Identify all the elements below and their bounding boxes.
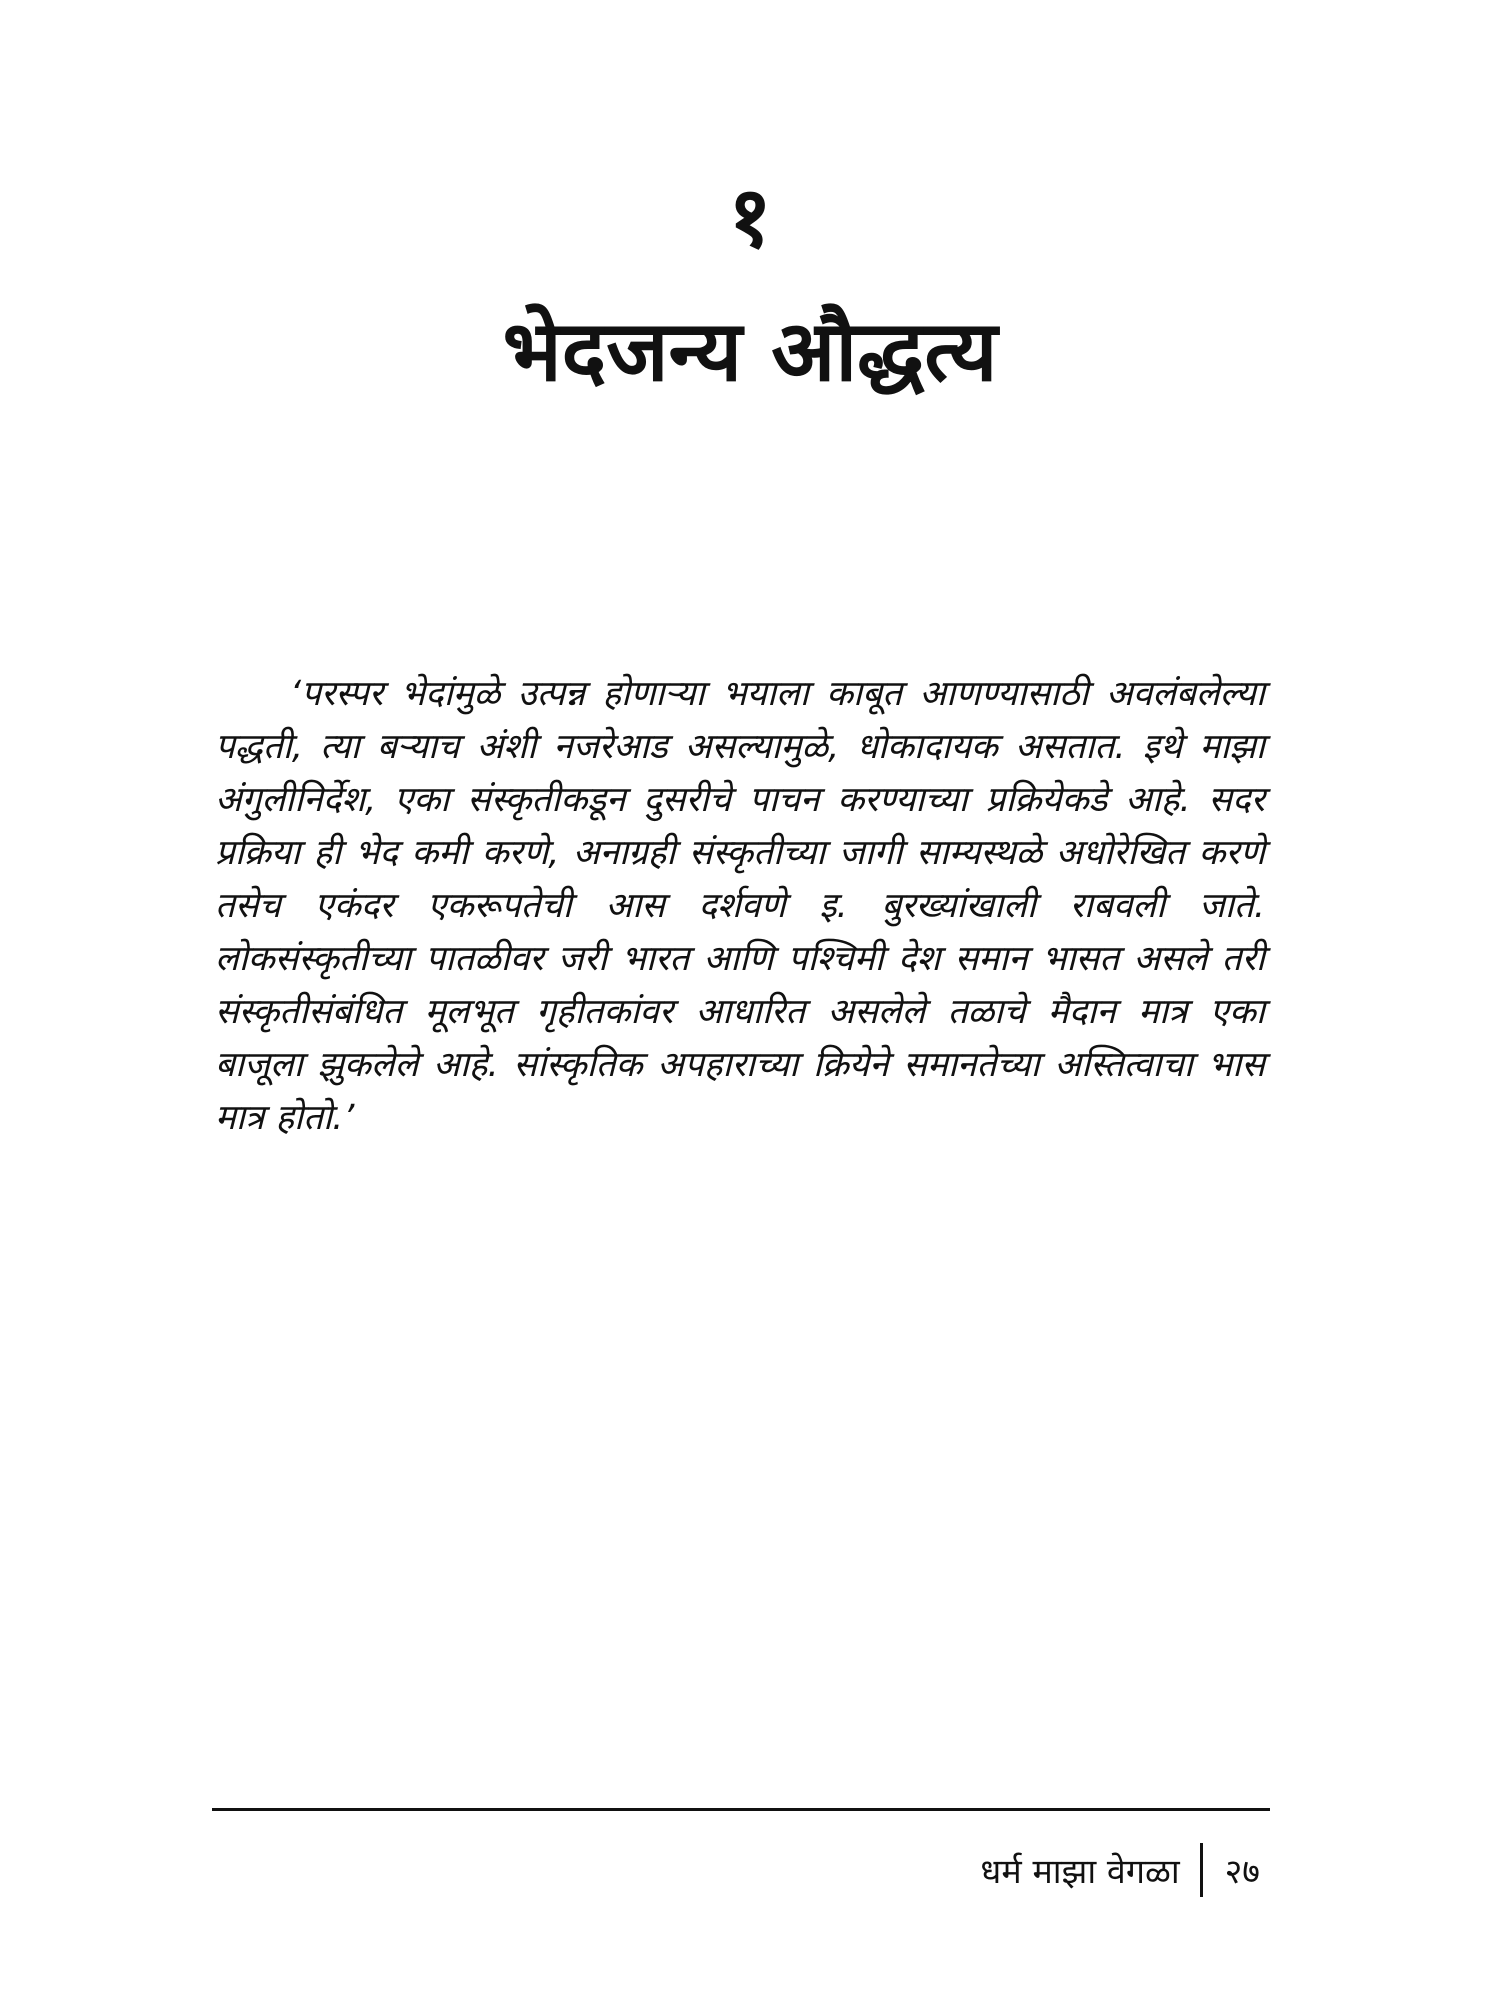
footer-divider bbox=[212, 1808, 1270, 1811]
chapter-title: भेदजन्य औद्धत्य bbox=[502, 302, 998, 400]
running-book-title: धर्म माझा वेगळा bbox=[980, 1852, 1180, 1892]
chapter-number: १ bbox=[728, 168, 772, 266]
page-number: २७ bbox=[1224, 1852, 1260, 1892]
footer-separator bbox=[1200, 1843, 1203, 1897]
epigraph-quote: ‘परस्पर भेदांमुळे उत्पन्न होणाऱ्या भयाला काबूत आणण्यासाठी अवलंबलेल्या पद्धती, त्या बऱ्याच अंशी नजरेआड असल्यामुळे, धोकादायक असतात. इथे माझा अंगुलीनिर्देश, एका संस्कृतीकडून दुसरीचे पाचन करण्याच्या प्रक्रियेकडे आहे. सदर प्रक्रिया ही भेद कमी करणे, अनाग्रही संस्कृतीच्या जागी साम्यस्थळे अधोरेखित करणे तसेच एकंदर एकरूपतेची आस दर्शवणे इ. बुरख्यांखाली राबवली जाते. लोकसंस्कृतीच्या पातळीवर जरी भारत आणि पश्चिमी देश समान भासत असले तरी संस्कृतीसंबंधित मूलभूत गृहीतकांवर आधारित असलेले तळाचे मैदान मात्र एका बाजूला झुकलेले आहे. सांस्कृतिक अपहाराच्या क्रियेने समानतेच्या अस्तित्वाचा भास मात्र होतो.’ bbox=[215, 674, 1265, 1138]
page-footer bbox=[980, 1840, 1260, 1900]
